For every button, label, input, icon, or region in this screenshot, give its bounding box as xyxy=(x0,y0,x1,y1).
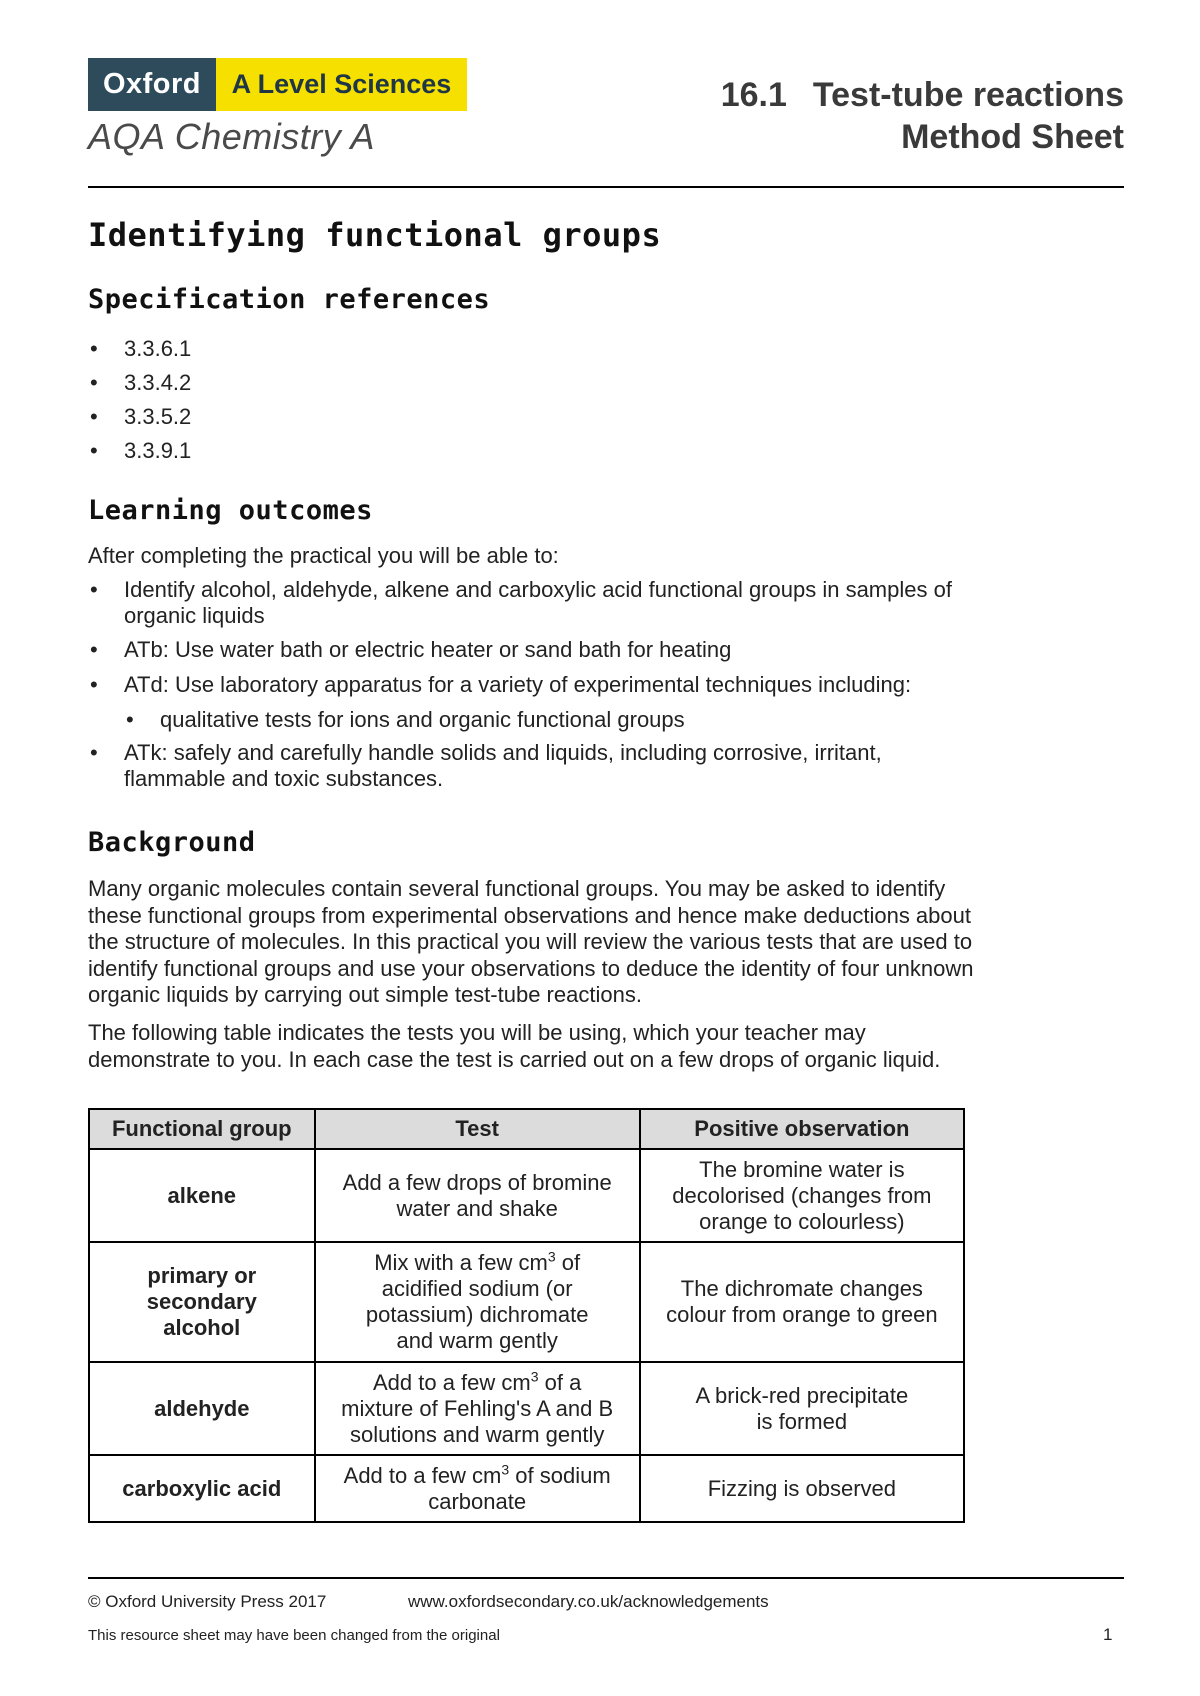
test-cell: Mix with a few $cm^3$ of acidified sodium (or potassium) dichromate and warm gently xyxy=(315,1242,640,1362)
spec-heading: Specification references xyxy=(88,284,491,315)
subject-title: AQA Chemistry A xyxy=(88,116,375,157)
header-divider xyxy=(88,186,1124,188)
acknowledgements-link[interactable]: www.oxfordsecondary.co.uk/acknowledgements xyxy=(408,1592,769,1611)
table-header-row xyxy=(89,1109,964,1149)
table-row xyxy=(89,1455,964,1522)
logo-oxford-block: Oxford xyxy=(88,58,216,111)
bullet-icon: • xyxy=(90,577,98,602)
spec-list xyxy=(88,336,191,464)
outcome-item: • ATb: Use water bath or electric heater or sand bath for heating xyxy=(90,637,732,662)
table-row xyxy=(89,1242,964,1362)
outcome-subitem: • qualitative tests for ions and organic functional groups xyxy=(126,707,685,732)
column-header: Functional group xyxy=(89,1109,315,1149)
logo-series-block: A Level Sciences xyxy=(216,58,467,111)
outcome-item: • ATk: safely and carefully handle solids and liquids, including corrosive, irritant, flammable and toxic substances. xyxy=(90,740,882,791)
observation-cell: The bromine water is decolorised (changes from orange to colourless) xyxy=(640,1149,964,1242)
sheet-title xyxy=(721,74,1124,158)
spec-item: • 3.3.6.1 xyxy=(90,336,192,361)
table-row xyxy=(89,1362,964,1455)
sheet-type: Method Sheet xyxy=(901,118,1124,156)
copyright-text: © Oxford University Press 2017 xyxy=(88,1592,327,1611)
outcome-item: • Identify alcohol, aldehyde, alkene and carboxylic acid functional groups in samples of organic liquids xyxy=(90,577,952,628)
page-number: 1 xyxy=(1103,1625,1113,1644)
outcomes-intro: After completing the practical you will be able to: xyxy=(88,543,559,568)
observation-cell: The dichromate changes colour from orange to green xyxy=(640,1242,964,1362)
page-title: Identifying functional groups xyxy=(88,216,662,254)
section-number: 16.1 xyxy=(720,76,787,114)
bullet-icon: • xyxy=(90,336,98,361)
oxford-logo xyxy=(88,58,467,111)
functional-group-cell: primary or secondary alcohol xyxy=(89,1242,315,1362)
bullet-icon: • xyxy=(90,672,98,697)
spec-item: • 3.3.4.2 xyxy=(90,370,192,395)
footer-divider xyxy=(88,1577,1124,1579)
background-heading: Background xyxy=(88,827,256,858)
functional-group-cell: alkene xyxy=(89,1149,315,1242)
bullet-icon: • xyxy=(90,404,98,429)
outcomes-list xyxy=(88,577,1003,792)
section-title: Test-tube reactions xyxy=(812,76,1124,114)
spec-item: • 3.3.9.1 xyxy=(90,438,192,463)
functional-group-tests-table xyxy=(88,1108,965,1523)
test-cell: Add to a few $cm^3$ of sodium carbonate xyxy=(315,1455,640,1522)
bullet-icon: • xyxy=(90,438,98,463)
observation-cell: A brick-red precipitate is formed xyxy=(640,1362,964,1455)
bullet-icon: • xyxy=(126,707,134,732)
table-row xyxy=(89,1149,964,1242)
test-cell: Add a few drops of bromine water and shake xyxy=(315,1149,640,1242)
observation-cell: Fizzing is observed xyxy=(640,1455,964,1522)
test-cell: Add to a few $cm^3$ of a mixture of Fehling's A and B solutions and warm gently xyxy=(315,1362,640,1455)
bullet-icon: • xyxy=(90,637,98,662)
functional-group-cell: aldehyde xyxy=(89,1362,315,1455)
bullet-icon: • xyxy=(90,740,98,765)
column-header: Positive observation xyxy=(640,1109,964,1149)
outcome-item: • ATd: Use laboratory apparatus for a variety of experimental techniques including: xyxy=(90,672,912,697)
column-header: Test xyxy=(315,1109,640,1149)
background-paragraph-1: Many organic molecules contain several functional groups. You may be asked to identify these functional groups from experimental observations and hence make deductions about the structure of molecules. In this practical you will review the various tests that are used to identify functional groups and use your observations to deduce the identity of four unknown organic liquids by carrying out simple test-tube reactions. xyxy=(88,876,974,1007)
functional-group-cell: carboxylic acid xyxy=(89,1455,315,1522)
background-paragraph-2: The following table indicates the tests you will be using, which your teacher may demonstrate to you. In each case the test is carried out on a few drops of organic liquid. xyxy=(88,1020,941,1072)
outcomes-heading: Learning outcomes xyxy=(88,495,373,526)
bullet-icon: • xyxy=(90,370,98,395)
spec-item: • 3.3.5.2 xyxy=(90,404,192,429)
footer-note: This resource sheet may have been changed from the original xyxy=(88,1627,500,1644)
